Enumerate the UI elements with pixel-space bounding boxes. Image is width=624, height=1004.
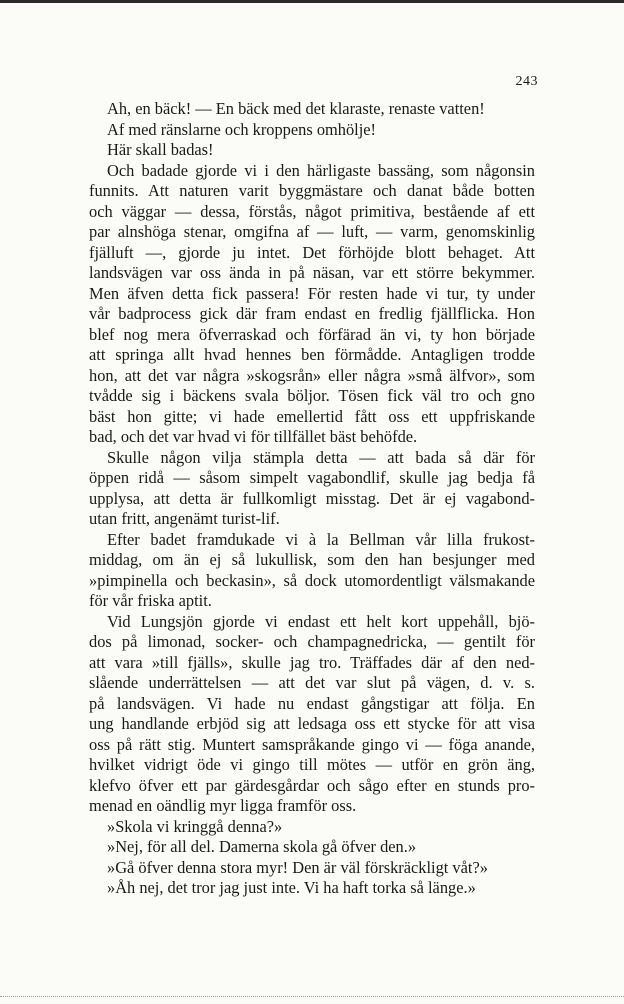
text-line: att vara »till fjälls», skulle jag tro. Träffades där af den ned- (89, 652, 535, 672)
text-line: Här skall badas! (107, 140, 214, 159)
text-line: bad, och det var hvad vi för tillfället bäst behöfde. (89, 427, 418, 446)
page-number: 243 (515, 74, 538, 89)
text-line: Efter badet framdukade vi à la Bellman vår lilla frukost- (107, 529, 535, 549)
text-line: Men äfven detta fick passera! För resten hade vi tur, ty under (89, 283, 535, 303)
body-text (89, 99, 535, 899)
page-top-edge (0, 0, 624, 3)
text-line: bäst hon gitte; vi hade emellertid fått oss ett uppfriskande (89, 406, 535, 426)
text-line: fjälluft —, gjorde ju intet. Det förhöjde blott behaget. Att (89, 242, 535, 262)
text-line: Skulle någon vilja stämpla detta — att bada så där för (107, 447, 535, 467)
text-line: blef nog mera öfverraskad och förfärad än vi, ty hon började (89, 324, 535, 344)
page-bottom-edge (0, 996, 624, 998)
text-line: på landsvägen. Vi hade nu endast gångstigar att följa. En (89, 693, 535, 713)
text-line: »Åh nej, det tror jag just inte. Vi ha haft torka så länge.» (107, 878, 476, 897)
text-line: Och badade gjorde vi i den härligaste bassäng, som någonsin (107, 160, 535, 180)
text-line: att springa allt hvad hennes ben förmådde. Antagligen trodde (89, 345, 535, 364)
text-line: öppen ridå — såsom simpelt vagabondlif, skulle jag bedja få (89, 468, 535, 487)
text-line: oss på rätt stig. Muntert samspråkande gingo vi — föga anande, (89, 734, 535, 754)
text-line: landsvägen var oss ända in på näsan, var ett större bekymmer. (89, 263, 535, 282)
text-line: par alnshöga stenar, omgifna af — luft, — varm, genomskinlig (89, 222, 535, 241)
text-line: middag, om än ej så lukullisk, som den han besjunger med (89, 550, 535, 569)
text-line: Ah, en bäck! — En bäck med det klaraste, renaste vatten! (107, 99, 485, 118)
text-line: funnits. Att naturen varit byggmästare och danat både botten (89, 181, 535, 200)
text-line: Af med ränslarne och kroppens omhölje! (107, 119, 376, 139)
text-line: »Nej, för all del. Damerna skola gå öfver den.» (107, 837, 417, 856)
text-line: »Gå öfver denna stora myr! Den är väl förskräckligt våt?» (107, 857, 488, 877)
text-line: hon, att det var några »skogsrån» eller några »små älfvor», som (89, 365, 535, 385)
text-line: Vid Lungsjön gjorde vi endast ett helt kort uppehåll, bjö- (107, 611, 535, 631)
text-line: utan fritt, angenämt turist-lif. (89, 509, 280, 528)
text-line: dos på limonad, socker- och champagnedricka, — gentilt för (89, 632, 535, 651)
text-line: tvådde sig i bäckens svala böljor. Tösen fick väl tro och gno (89, 386, 535, 405)
text-line: för vår friska aptit. (89, 591, 212, 610)
text-line: vår badprocess gick där fram endast en fredlig fjällflicka. Hon (89, 304, 535, 323)
text-line: menad en oändlig myr ligga framför oss. (89, 796, 357, 815)
text-line: upplysa, att detta är fullkomligt misstag. Det är ej vagabond- (89, 488, 535, 508)
text-line: »pimpinella och beckasin», så dock utomordentligt välsmakande (89, 570, 535, 590)
text-line: och väggar — dessa, förstås, något primitiva, bestående af ett (89, 201, 535, 221)
text-line: hvilket vidrigt öde vi gingo till mötes — utför en grön äng, (89, 755, 535, 774)
text-line: »Skola vi kringgå denna?» (107, 816, 283, 836)
text-line: ung handlande erbjöd sig att ledsaga oss ett stycke för att visa (89, 714, 535, 733)
text-line: klefvo öfver ett par gärdesgårdar och sågo efter en stunds pro- (89, 775, 535, 795)
text-line: slående underrättelsen — att det var slut på vägen, d. v. s. (89, 673, 535, 692)
